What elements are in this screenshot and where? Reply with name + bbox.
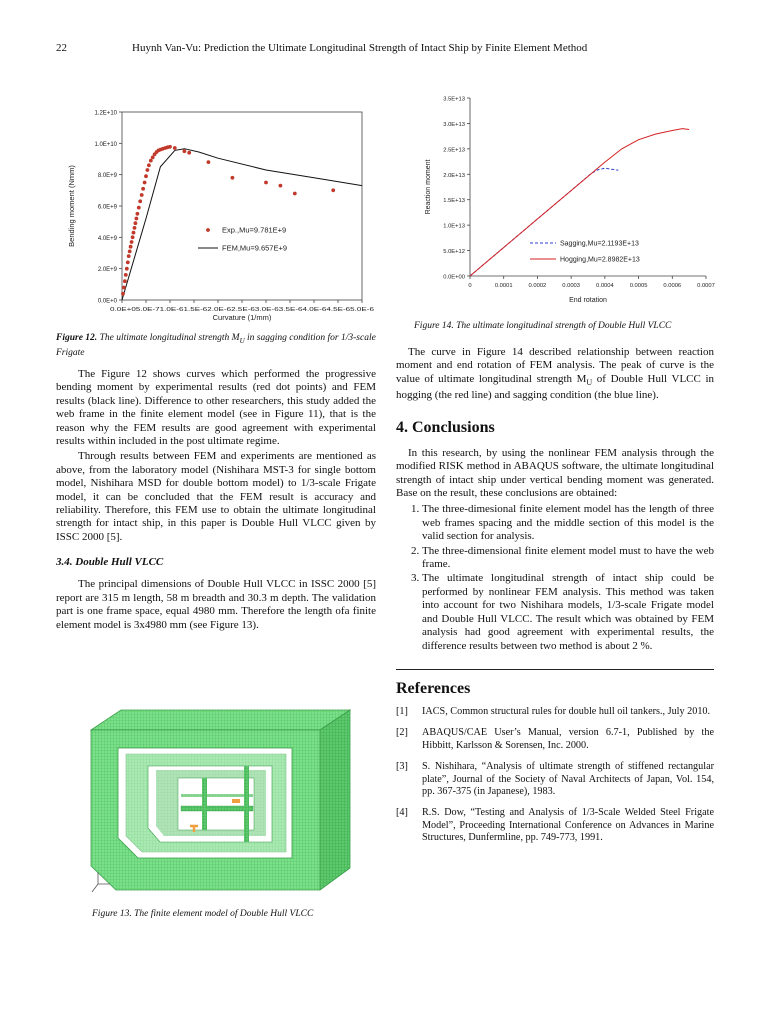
legend-sagging-label: Sagging,Mu=2.1193E+13: [560, 240, 639, 248]
figure-12-caption-text-b: in sagging condition for 1/3-scale Frigate: [56, 333, 376, 358]
exp-data-point: [187, 151, 191, 155]
exp-data-point: [207, 160, 211, 164]
conclusions-intro: In this research, by using the nonlinear FEM analysis through the modified RISK method in ABAQUS software, the ultimate longitudinal strength of intact ship under vertical bending moment was generated. Base on the result, these conclusions are obtained:: [396, 446, 714, 500]
reference-text: ABAQUS/CAE User’s Manual, version 6.7-1, Published by the Hibbitt, Karlsson & Sorensen, Inc. 2000.: [422, 727, 714, 751]
exp-data-point: [135, 217, 139, 221]
reference-number: [3]: [396, 761, 408, 773]
exp-data-point: [138, 199, 142, 203]
reference-number: [2]: [396, 727, 408, 739]
exp-data-point: [125, 267, 129, 271]
y-tick-label: 1.5E+13: [443, 198, 465, 205]
exp-data-point: [143, 181, 147, 185]
legend-exp-label: Exp.,Mu=9.781E+9: [222, 225, 287, 235]
reference-number: [1]: [396, 705, 408, 717]
paragraph-figure14-text-b: of Double Hull VLCC in hogging (the red line) and sagging condition (the blue line).: [396, 372, 714, 402]
hogging-series-line: [470, 129, 689, 276]
y-tick-label: 8.0E+9: [97, 173, 117, 180]
y-tick-label: 2.0E+9: [97, 267, 117, 274]
figure-12-chart: [60, 100, 380, 332]
figure-12-caption: [56, 332, 376, 359]
exp-data-point: [141, 187, 145, 191]
exp-data-point: [123, 279, 127, 283]
reference-item: [396, 807, 714, 844]
y-tick-label: 0.0E+00: [443, 274, 465, 281]
exp-data-point: [231, 176, 235, 180]
exp-data-point: [183, 149, 187, 153]
paragraph-figure14-sub: U: [586, 378, 593, 387]
right-column: [396, 346, 714, 845]
figure-13-fem-model: [86, 708, 356, 898]
exp-data-point: [149, 159, 153, 163]
exp-data-point: [130, 240, 134, 244]
legend-hogging-label: Hogging,Mu=2.8982E+13: [560, 256, 640, 264]
figure-14-caption: Figure 14. The ultimate longitudinal strength of Double Hull VLCC: [414, 321, 672, 331]
y-axis-label: Reaction moment: [425, 159, 432, 215]
exp-data-point: [134, 221, 138, 225]
exp-data-point: [132, 231, 136, 235]
figure-14-plot: [425, 97, 715, 305]
exp-data-point: [121, 292, 125, 296]
conclusions-list: [396, 503, 714, 652]
y-tick-label: 1.0E+13: [443, 223, 465, 230]
exp-data-point: [129, 245, 133, 249]
figure-14-chart: [418, 88, 718, 320]
exp-data-point: [136, 212, 140, 216]
exp-data-point: [279, 184, 283, 188]
y-tick-label: 0.0E+0: [97, 298, 117, 305]
exp-data-point: [264, 181, 268, 185]
reference-number: [4]: [396, 807, 408, 819]
reference-item: [396, 727, 714, 752]
paragraph-figure14-discussion: [396, 346, 714, 403]
paragraph-figure14-text-a: The curve in Figure 14 described relationship between reaction moment and end rotation of FEM analysis. The peak of curve is the value of ultimate longitudinal strength M: [396, 346, 714, 385]
fem-series-line: [122, 149, 362, 300]
y-tick-label: 1.2E+10: [94, 110, 117, 117]
exp-data-point: [128, 250, 132, 254]
exp-data-point: [144, 174, 148, 178]
figure-13-caption: Figure 13. The finite element model of Double Hull VLCC: [92, 909, 314, 919]
reference-text: IACS, Common structural rules for double hull oil tankers., July 2010.: [422, 705, 711, 717]
exp-data-point: [131, 235, 135, 239]
exp-data-point: [168, 145, 172, 149]
exp-data-point: [127, 254, 131, 258]
figure-12-caption-sub: U: [239, 336, 245, 345]
x-tick-label: 0.0005: [629, 283, 648, 289]
conclusions-heading: 4. Conclusions: [396, 418, 495, 436]
page-number: 22: [56, 42, 67, 54]
x-tick-labels: 0.0E+05.0E-71.0E-61.5E-62.0E-62.5E-63.0E-63.5E-64.0E-64.5E-65.0E-6: [110, 307, 374, 313]
exp-data-point: [147, 163, 151, 167]
reference-text: R.S. Dow, “Testing and Analysis of 1/3-Scale Welded Steel Frigate Model”, Proceeding International Conference on Advances in Marine Structures, Dunfermline, pp. 749-773, 1991.: [422, 807, 714, 844]
running-title: Huynh Van-Vu: Prediction the Ultimate Longitudinal Strength of Intact Ship by Finite Element Method: [132, 42, 588, 54]
legend-fem-label: FEM,Mu=9.657E+9: [222, 243, 288, 253]
x-tick-label: 0.0003: [562, 283, 581, 289]
references-heading: References: [396, 679, 471, 697]
x-tick-label: 0.0006: [663, 283, 682, 289]
figure-12-caption-label: Figure 12.: [56, 333, 98, 343]
y-tick-label: 2.0E+13: [443, 172, 465, 179]
conclusion-item: 3. The ultimate longitudinal strength of intact ship could be performed by nonlinear FEM analysis. This method was taken into account for two Nishihara models, 1/3-scale Frigate model and Double Hull VLCC. The result which was obtained by FEM analysis had good agreement with experimental results, the difference results between two method is about 2 %.: [422, 572, 714, 652]
x-tick-label: 0: [468, 283, 472, 289]
section-divider: [396, 669, 714, 670]
reference-item: [396, 761, 714, 798]
figure-12-plot: [67, 111, 374, 323]
exp-data-point: [137, 206, 141, 210]
paragraph-fem-conclusion: Through results between FEM and experiments are mentioned as above, from the laboratory model (Nishihara MST-3 for single bottom model, Nishihara MSD for double bottom model) to 1/3-scale Frigate model, it can be concluded that the FEM result is accuracy and reliability. Therefore, this FEM use to obtain the ultimate longitudinal strength for intact ship, in this paper is Double Hull VLCC given by ISSC 2000 [5].: [56, 450, 376, 543]
y-tick-label: 2.5E+13: [443, 147, 465, 154]
paragraph-vlcc-dimensions: The principal dimensions of Double Hull VLCC in ISSC 2000 [5] report are 315 m length, 58 m breadth and 30.3 m depth. The validation part is one frame space, equal 4980 mm. Therefore the length ofa finite element model is 3x4980 mm (see Figure 13).: [56, 578, 376, 631]
exp-data-point: [126, 261, 130, 265]
y-tick-label: 3.5E+13: [443, 96, 465, 103]
exp-data-point: [140, 193, 144, 197]
x-axis-label: Curvature (1/mm): [212, 313, 272, 322]
x-axis-label: End rotation: [569, 297, 607, 304]
references-list: [396, 706, 714, 845]
exp-data-point: [293, 192, 297, 196]
conclusion-item: 1. The three-dimesional finite element model has the length of three web frames spacing and the middle section of this model is the valid section for analysis.: [422, 503, 714, 543]
exp-data-point: [133, 226, 137, 230]
y-tick-label: 4.0E+9: [97, 235, 117, 242]
y-tick-label: 1.0E+10: [94, 141, 117, 148]
legend-exp-marker: [206, 228, 210, 232]
y-axis-label: Bending moment (Nmm): [67, 165, 76, 247]
x-tick-label: 0.0001: [494, 283, 513, 289]
plot-area: [122, 112, 362, 300]
reference-item: [396, 706, 714, 718]
exp-data-point: [173, 146, 177, 150]
x-tick-label: 0.0002: [528, 283, 547, 289]
x-tick-label: 0.0004: [595, 283, 614, 289]
subheading-double-hull: 3.4. Double Hull VLCC: [56, 556, 164, 569]
y-tick-label: 5.0E+12: [443, 249, 465, 256]
exp-data-point: [331, 188, 335, 192]
y-tick-label: 3.0E+13: [443, 121, 465, 128]
paragraph-figure12-discussion: The Figure 12 shows curves which performed the progressive bending moment by experimental results (red dot points) and FEM results (black line). Difference to other researchers, this study added the web frame in the finite element model (see in Figure 11), that is the reason why the FEM results are good agreement with experimental results within included in the post ultimate regime.: [56, 368, 376, 448]
y-tick-label: 6.0E+9: [97, 204, 117, 211]
left-column: [56, 368, 376, 632]
reference-text: S. Nishihara, “Analysis of ultimate strength of stiffened rectangular plate”, Journal of the Society of Naval Architects of Japan, Vol. 154, pp. 367-375 (in Japanese), 1983.: [422, 761, 714, 797]
exp-data-point: [146, 168, 150, 172]
x-tick-label: 0.0007: [697, 283, 715, 289]
exp-data-point: [122, 286, 126, 290]
figure-12-caption-text: The ultimate longitudinal strength M: [97, 333, 240, 343]
exp-data-point: [124, 273, 128, 277]
conclusion-item: 2. The three-dimensional finite element model must to have the web frame.: [422, 545, 714, 572]
